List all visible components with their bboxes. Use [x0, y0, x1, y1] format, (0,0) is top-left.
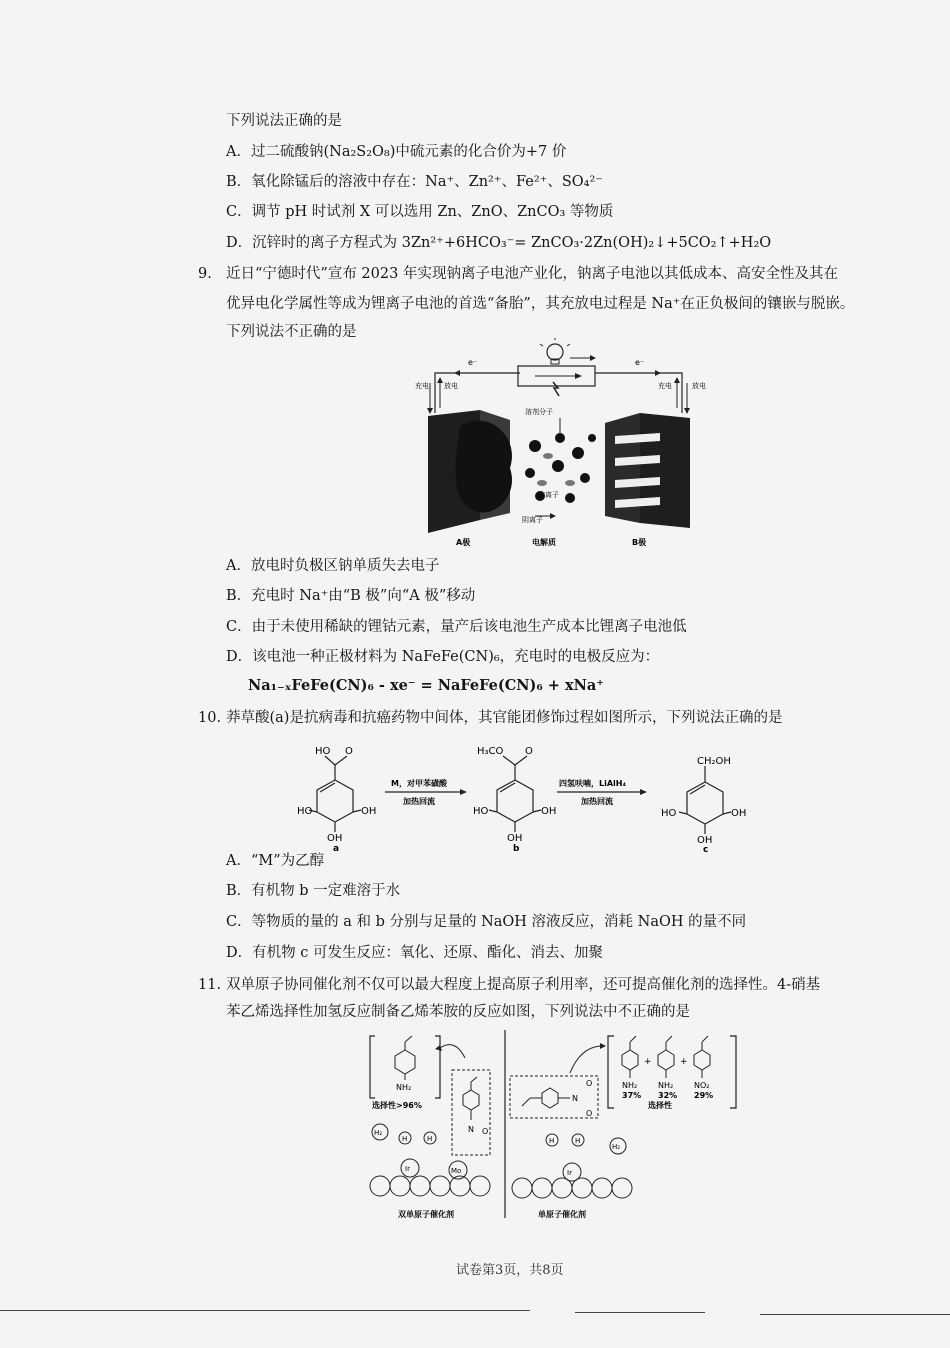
svg-text:+: + [680, 1057, 688, 1067]
svg-text:O: O [525, 746, 533, 757]
arrow1-top: M，对甲苯磺酸 [391, 779, 447, 788]
svg-text:O: O [345, 746, 353, 757]
left-caption: 双单原子催化剂 [398, 1210, 454, 1219]
a-label: a [333, 844, 340, 852]
right-h1: H [549, 1137, 555, 1145]
c-label: c [703, 845, 709, 852]
bottom-rule-left [0, 1310, 530, 1311]
left-selectivity: 选择性>96% [372, 1101, 422, 1110]
right-products [622, 1036, 710, 1078]
right-h2-atom: H [575, 1137, 581, 1145]
right-o-top: O [586, 1079, 593, 1088]
shikimic-acid-figure [295, 740, 755, 852]
right-o-bottom: O [586, 1109, 593, 1118]
left-n: N [468, 1125, 474, 1134]
q9-stem-line3: 下列说法不正确的是 [226, 324, 357, 340]
b-top-label: H₃CO [477, 746, 504, 757]
bottom-rule-mid [575, 1312, 705, 1313]
label-b-electrode: B极 [632, 538, 647, 547]
q8-option-d: D．沉锌时的离子方程式为 3Zn²⁺+6HCO₃⁻= ZnCO₃·2Zn(OH)₂↓+5CO₂↑+H₂O [226, 235, 772, 251]
pct-1: 37% [622, 1091, 642, 1100]
left-h2-atom: H [427, 1135, 433, 1143]
q10-number: 10. [198, 710, 222, 726]
q8-option-a: A．过二硫酸钠(Na₂S₂O₈)中硫元素的化合价为+7 价 [226, 144, 567, 160]
electrode-a-coating [456, 421, 512, 513]
left-o: O [482, 1127, 489, 1136]
lightning-icon [553, 382, 559, 396]
a-top-label: HO [315, 746, 331, 757]
battery-diagram [410, 338, 710, 553]
b-bottom-oh: OH [507, 833, 523, 844]
q9-option-d: D．该电池一种正极材料为 NaFeFe(CN)₆，充电时的电极反应为： [226, 649, 660, 665]
left-h1: H [402, 1135, 408, 1143]
sodium-label: 钠离子 [538, 491, 559, 499]
catalyst-figure [360, 1028, 750, 1223]
right-no2: NO₂ [694, 1081, 710, 1090]
charge-label-left: 充电 [415, 382, 429, 390]
a-bottom-oh: OH [327, 833, 343, 844]
q9-option-c: C．由于未使用稀缺的锂钴元素，量产后该电池生产成本比锂离子电池低 [226, 619, 687, 635]
q9-stem-text: 近日“宁德时代”宣布 2023 年实现钠离子电池产业化，钠离子电池以其低成本、高安全性及其在 [226, 266, 838, 282]
right-caption: 单原子催化剂 [538, 1210, 586, 1219]
arrow1-bottom: 加热回流 [403, 797, 435, 806]
solvent-label: 溶剂分子 [525, 408, 553, 416]
label-a-electrode: A极 [456, 538, 471, 547]
pct-2: 32% [658, 1091, 678, 1100]
q8-option-b: B．氧化除锰后的溶液中存在：Na⁺、Zn²⁺、Fe²⁺、SO₄²⁻ [226, 174, 603, 190]
q9-option-b: B．充电时 Na⁺由“B 极”向“A 极”移动 [226, 588, 476, 604]
page-footer: 试卷第3页，共8页 [456, 1263, 564, 1278]
b-label: b [513, 844, 520, 852]
pct-3: 29% [694, 1091, 714, 1100]
q9-number: 9. [198, 266, 212, 282]
bottom-rule-right [760, 1314, 950, 1315]
c-top-label: CH₂OH [697, 756, 731, 767]
electron-label-left: e⁻ [468, 358, 478, 367]
arrow2-bottom: 加热回流 [581, 797, 613, 806]
q11-stem-text: 双单原子协同催化剂不仅可以最大程度上提高原子利用率，还可提高催化剂的选择性。4-硝基 [226, 977, 821, 993]
electron-label-right: e⁻ [635, 358, 645, 367]
bulb-icon [540, 338, 570, 364]
wire-left [435, 373, 520, 413]
molecule-b [489, 756, 541, 832]
right-h2: H₂ [612, 1143, 621, 1151]
c-bottom-oh: OH [697, 835, 713, 846]
left-product [395, 1036, 415, 1080]
q11-stem-line1 [198, 976, 820, 994]
left-nh2: NH₂ [396, 1083, 412, 1092]
c-right-oh: OH [731, 808, 747, 819]
b-right-oh: OH [541, 806, 557, 817]
catalyst-diagram [360, 1028, 750, 1223]
q10-stem-text: 莽草酸(a)是抗病毒和抗癌药物中间体，其官能团修饰过程如图所示，下列说法正确的是 [226, 710, 783, 726]
discharge-label-right: 放电 [692, 382, 706, 390]
left-ir: Ir [405, 1165, 410, 1173]
q11-stem-line2: 苯乙烯选择性加氢反应制备乙烯苯胺的反应如图，下列说法中不正确的是 [226, 1004, 690, 1020]
right-catalyst-surface [512, 1163, 632, 1198]
charge-label-right: 充电 [658, 382, 672, 390]
svg-text:+: + [644, 1057, 652, 1067]
q9-equation: Na₁₋ₓFeFe(CN)₆ - xe⁻ = NaFeFe(CN)₆ + xNa⁺ [248, 677, 604, 694]
q9-stem-line2: 优异电化学属性等成为锂离子电池的首选“备胎”，其充放电过程是 Na⁺在正负极间的镶嵌与脱嵌。 [226, 296, 855, 312]
right-nh2-1: NH₂ [622, 1081, 638, 1090]
q8-stem: 下列说法正确的是 [226, 113, 342, 129]
left-mo: Mo [451, 1167, 462, 1175]
solvent-molecules [525, 433, 596, 503]
anion-label: 阴离子 [522, 516, 543, 524]
q10-option-a: A．“M”为乙醇 [226, 853, 325, 869]
q9-stem-line1 [198, 265, 838, 283]
right-selectivity: 选择性 [648, 1101, 672, 1110]
left-h2: H₂ [374, 1129, 383, 1137]
right-nh2-2: NH₂ [658, 1081, 674, 1090]
label-electrolyte: 电解质 [532, 538, 556, 547]
q9-option-a: A．放电时负极区钠单质失去电子 [226, 558, 440, 574]
right-n: N [572, 1094, 578, 1103]
q10-option-b: B．有机物 b 一定难溶于水 [226, 883, 401, 899]
c-left-oh: HO [661, 808, 677, 819]
molecule-a [309, 756, 361, 832]
q10-option-c: C．等物质的量的 a 和 b 分别与足量的 NaOH 溶液反应，消耗 NaOH 的量不同 [226, 914, 747, 930]
discharge-label-left: 放电 [444, 382, 458, 390]
molecule-c [679, 766, 731, 834]
q8-option-c: C．调节 pH 时试剂 X 可以选用 Zn、ZnO、ZnCO₃ 等物质 [226, 204, 614, 220]
battery-figure [410, 338, 710, 553]
left-catalyst-surface [370, 1159, 490, 1196]
a-left-oh: HO [297, 806, 313, 817]
arrow2-top: 四氢呋喃，LiAlH₄ [559, 779, 626, 788]
right-ir: Ir [567, 1169, 572, 1177]
b-left-oh: HO [473, 806, 489, 817]
a-right-oh: OH [361, 806, 377, 817]
q10-option-d: D．有机物 c 可发生反应：氧化、还原、酯化、消去、加聚 [226, 945, 603, 961]
reaction-scheme [295, 740, 755, 852]
q10-stem-line [198, 709, 782, 727]
q11-number: 11. [198, 977, 222, 993]
wire-right [595, 373, 682, 413]
right-reactant-box [510, 1076, 598, 1118]
electrode-b [640, 413, 690, 528]
